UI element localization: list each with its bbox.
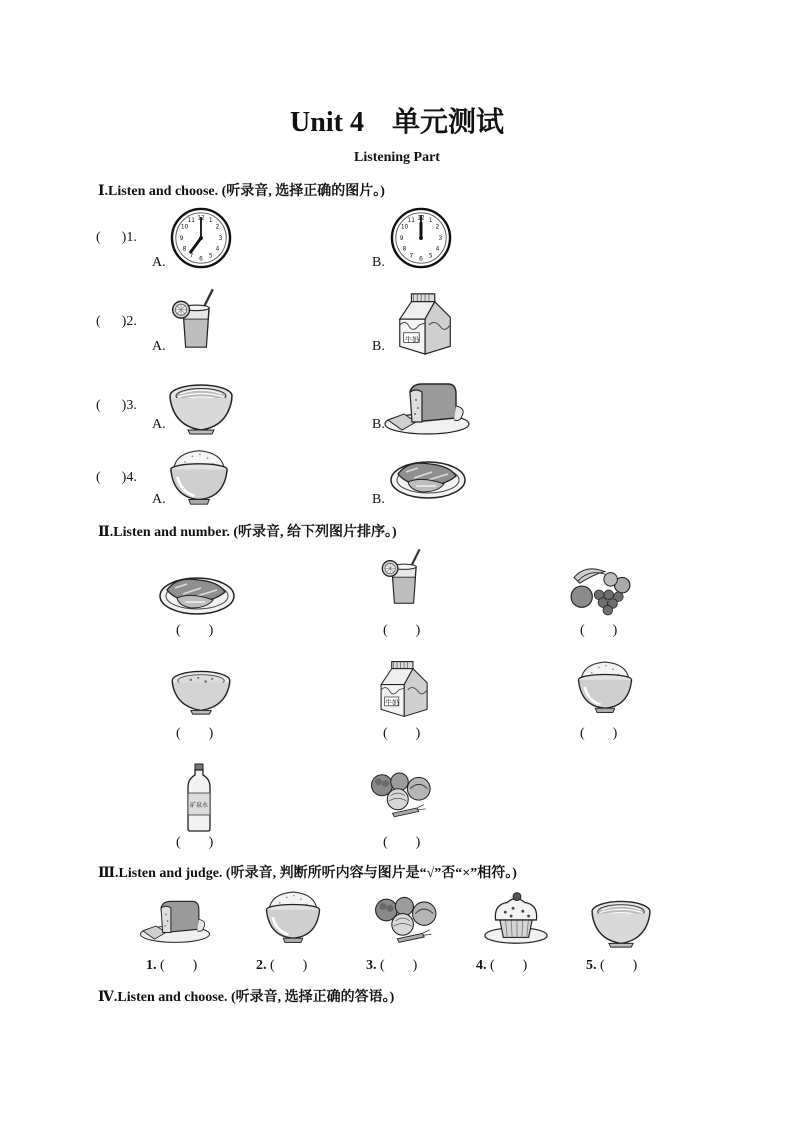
q1-option-a-label: A. bbox=[152, 255, 166, 270]
milk-carton-icon bbox=[392, 290, 460, 358]
juice-glass-icon bbox=[168, 285, 224, 355]
number-blank[interactable]: ( ) bbox=[580, 726, 618, 741]
number-blank[interactable]: ( ) bbox=[176, 835, 214, 850]
milk-carton-icon bbox=[374, 658, 436, 720]
clock-seven-icon bbox=[170, 207, 232, 269]
judge-number: 2. bbox=[256, 958, 267, 973]
q2-option-b-label: B. bbox=[372, 339, 385, 354]
q1-option-b-label: B. bbox=[372, 255, 385, 270]
judge-blank[interactable]: ( ) bbox=[490, 958, 528, 973]
judge-number: 5. bbox=[586, 958, 597, 973]
judge-item-4 bbox=[476, 958, 527, 974]
rice-bowl-icon bbox=[262, 886, 324, 946]
q4-option-a-label: A. bbox=[152, 492, 166, 507]
q3-option-b-label: B. bbox=[372, 417, 385, 432]
vegetables-icon bbox=[372, 892, 444, 946]
fruits-icon bbox=[566, 562, 636, 616]
section-2-heading: Ⅱ.Listen and number. (听录音, 给下列图片排序。) bbox=[98, 525, 397, 540]
section-3-heading: Ⅲ.Listen and judge. (听录音, 判断所听内容与图片是“√”否“×”相符。) bbox=[98, 866, 517, 881]
judge-item-5 bbox=[586, 958, 637, 974]
milk-label: 牛奶 bbox=[385, 699, 399, 707]
q2-option-a-label: A. bbox=[152, 339, 166, 354]
number-blank[interactable]: ( ) bbox=[383, 726, 421, 741]
rice-bowl-icon bbox=[166, 445, 232, 507]
juice-glass-icon bbox=[378, 545, 430, 611]
page-subtitle: Listening Part bbox=[354, 150, 440, 165]
q4-option-b-label: B. bbox=[372, 492, 385, 507]
section-4-heading: Ⅳ.Listen and choose. (听录音, 选择正确的答语。) bbox=[98, 990, 395, 1005]
clock-twelve-icon bbox=[390, 207, 452, 269]
noodles-bowl-icon bbox=[588, 893, 654, 949]
soup-bowl-icon bbox=[168, 664, 234, 716]
judge-item-2 bbox=[256, 958, 307, 974]
judge-number: 1. bbox=[146, 958, 157, 973]
judge-item-3 bbox=[366, 958, 417, 974]
judge-blank[interactable]: ( ) bbox=[270, 958, 308, 973]
fish-plate-icon bbox=[388, 446, 468, 506]
q2-prefix: ( )2. bbox=[96, 314, 137, 329]
number-blank[interactable]: ( ) bbox=[176, 726, 214, 741]
judge-blank[interactable]: ( ) bbox=[160, 958, 198, 973]
judge-blank[interactable]: ( ) bbox=[600, 958, 638, 973]
vegetables-icon bbox=[368, 768, 438, 820]
bread-icon bbox=[382, 378, 472, 438]
judge-number: 3. bbox=[366, 958, 377, 973]
number-blank[interactable]: ( ) bbox=[176, 623, 214, 638]
rice-bowl-icon bbox=[574, 656, 636, 716]
q1-prefix: ( )1. bbox=[96, 230, 137, 245]
cupcake-icon bbox=[482, 890, 550, 946]
noodles-bowl-icon bbox=[166, 376, 236, 436]
judge-item-1 bbox=[146, 958, 197, 974]
q4-prefix: ( )4. bbox=[96, 470, 137, 485]
page-title: Unit 4 单元测试 bbox=[290, 107, 504, 138]
number-blank[interactable]: ( ) bbox=[580, 623, 618, 638]
number-blank[interactable]: ( ) bbox=[383, 835, 421, 850]
q3-prefix: ( )3. bbox=[96, 398, 137, 413]
bread-icon bbox=[138, 896, 212, 946]
fish-plate-icon bbox=[156, 562, 238, 622]
water-bottle-icon bbox=[184, 763, 214, 833]
judge-number: 4. bbox=[476, 958, 487, 973]
judge-blank[interactable]: ( ) bbox=[380, 958, 418, 973]
number-blank[interactable]: ( ) bbox=[383, 623, 421, 638]
water-label: 矿泉水 bbox=[189, 802, 209, 809]
milk-label: 牛奶 bbox=[405, 336, 419, 344]
section-1-heading: Ⅰ.Listen and choose. (听录音, 选择正确的图片。) bbox=[98, 184, 385, 199]
q3-option-a-label: A. bbox=[152, 417, 166, 432]
